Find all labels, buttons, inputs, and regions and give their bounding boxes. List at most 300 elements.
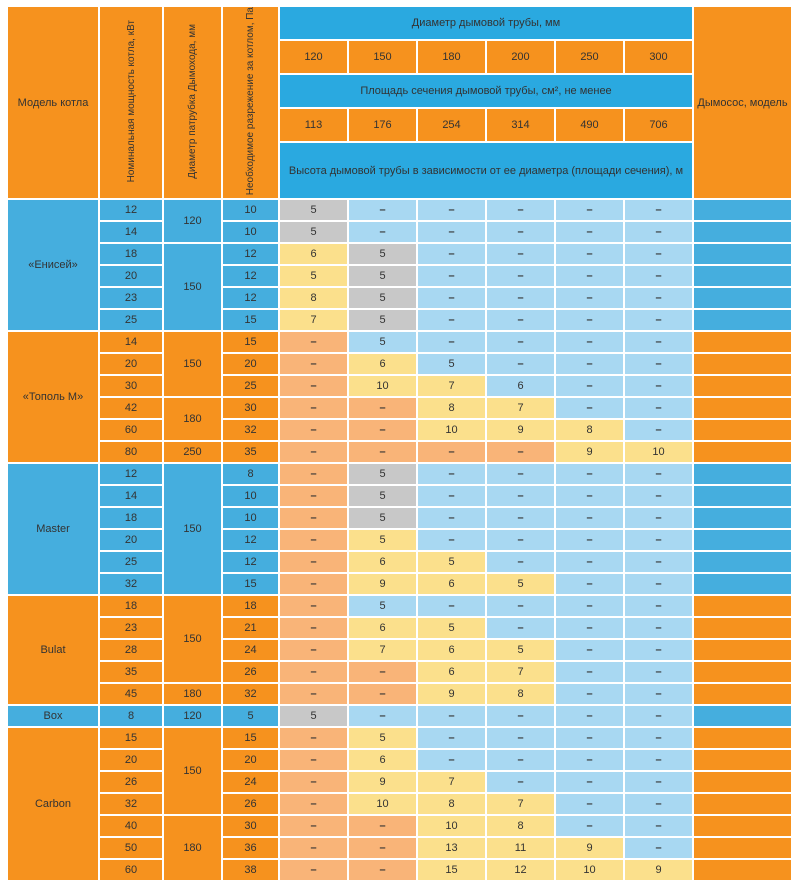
height-cell: 7: [418, 772, 485, 792]
height-cell: –: [625, 266, 692, 286]
draft-cell: 36: [223, 838, 278, 858]
power-cell: 30: [100, 376, 162, 396]
diameter-value: 150: [349, 41, 416, 73]
height-cell: –: [556, 288, 623, 308]
height-cell: 6: [280, 244, 347, 264]
fan-cell: [694, 376, 791, 396]
height-cell: 6: [349, 354, 416, 374]
power-cell: 25: [100, 552, 162, 572]
branch-diameter-cell: 150: [164, 596, 221, 682]
table-row: [8, 508, 791, 528]
table-row: [8, 354, 791, 374]
draft-cell: 32: [223, 420, 278, 440]
height-cell: 5: [349, 288, 416, 308]
height-cell: 8: [487, 816, 554, 836]
area-value: 176: [349, 109, 416, 141]
height-cell: –: [280, 420, 347, 440]
band-section-area: Площадь сечения дымовой трубы, см², не менее: [280, 75, 692, 107]
table-row: [8, 552, 791, 572]
draft-cell: 18: [223, 596, 278, 616]
area-value: 490: [556, 109, 623, 141]
height-cell: –: [625, 552, 692, 572]
table-row: [8, 794, 791, 814]
model-cell: Box: [8, 706, 98, 726]
height-cell: 5: [349, 596, 416, 616]
table-row: [8, 772, 791, 792]
height-cell: –: [280, 552, 347, 572]
height-cell: –: [418, 222, 485, 242]
height-cell: –: [625, 706, 692, 726]
height-cell: –: [556, 354, 623, 374]
power-cell: 12: [100, 200, 162, 220]
table-row: [8, 596, 791, 616]
height-cell: 5: [349, 486, 416, 506]
height-cell: –: [487, 332, 554, 352]
table-row: [8, 486, 791, 506]
power-cell: 40: [100, 816, 162, 836]
height-cell: –: [625, 794, 692, 814]
height-cell: –: [487, 530, 554, 550]
power-cell: 14: [100, 486, 162, 506]
height-cell: –: [280, 728, 347, 748]
draft-cell: 35: [223, 442, 278, 462]
height-cell: –: [556, 662, 623, 682]
height-cell: –: [418, 442, 485, 462]
height-cell: 9: [556, 838, 623, 858]
height-cell: 5: [418, 354, 485, 374]
height-cell: 9: [487, 420, 554, 440]
model-cell: «Енисей»: [8, 200, 98, 330]
height-cell: –: [487, 442, 554, 462]
fan-cell: [694, 838, 791, 858]
fan-cell: [694, 310, 791, 330]
table-row: [8, 640, 791, 660]
height-cell: 9: [418, 684, 485, 704]
diameter-value: 250: [556, 41, 623, 73]
branch-diameter-cell: 150: [164, 244, 221, 330]
fan-cell: [694, 640, 791, 660]
height-cell: 7: [280, 310, 347, 330]
fan-cell: [694, 596, 791, 616]
table-row: [8, 860, 791, 880]
table-row: [8, 222, 791, 242]
height-cell: –: [625, 200, 692, 220]
height-cell: 7: [487, 794, 554, 814]
height-cell: 6: [418, 640, 485, 660]
header-draft: [223, 7, 278, 198]
branch-diameter-cell: 180: [164, 398, 221, 440]
height-cell: –: [487, 222, 554, 242]
height-cell: 15: [418, 860, 485, 880]
fan-cell: [694, 662, 791, 682]
fan-cell: [694, 508, 791, 528]
model-cell: Carbon: [8, 728, 98, 880]
area-value: 113: [280, 109, 347, 141]
height-cell: –: [418, 332, 485, 352]
draft-cell: 24: [223, 640, 278, 660]
power-cell: 8: [100, 706, 162, 726]
height-cell: –: [625, 618, 692, 638]
height-cell: –: [625, 464, 692, 484]
fan-cell: [694, 244, 791, 264]
height-cell: –: [625, 310, 692, 330]
power-cell: 14: [100, 332, 162, 352]
fan-cell: [694, 420, 791, 440]
height-cell: –: [280, 860, 347, 880]
table-row: [8, 662, 791, 682]
area-value: 706: [625, 109, 692, 141]
draft-cell: 20: [223, 354, 278, 374]
draft-cell: 12: [223, 530, 278, 550]
height-cell: 5: [418, 618, 485, 638]
height-cell: –: [280, 530, 347, 550]
height-cell: –: [625, 684, 692, 704]
height-cell: 11: [487, 838, 554, 858]
power-cell: 20: [100, 530, 162, 550]
height-cell: –: [487, 464, 554, 484]
height-cell: –: [349, 398, 416, 418]
height-cell: –: [625, 816, 692, 836]
power-cell: 50: [100, 838, 162, 858]
height-cell: –: [280, 442, 347, 462]
height-cell: –: [487, 728, 554, 748]
height-cell: –: [556, 464, 623, 484]
height-cell: –: [280, 354, 347, 374]
header-draft-label: Необходимое разрежение за котлом, Па: [245, 7, 256, 196]
height-cell: 5: [487, 574, 554, 594]
height-cell: –: [556, 574, 623, 594]
fan-cell: [694, 728, 791, 748]
fan-cell: [694, 574, 791, 594]
fan-cell: [694, 464, 791, 484]
table-row: [8, 706, 791, 726]
table-row: [8, 398, 791, 418]
height-cell: –: [349, 222, 416, 242]
draft-cell: 8: [223, 464, 278, 484]
height-cell: –: [487, 750, 554, 770]
height-cell: 7: [418, 376, 485, 396]
height-cell: –: [625, 772, 692, 792]
draft-cell: 10: [223, 222, 278, 242]
height-cell: –: [280, 618, 347, 638]
draft-cell: 15: [223, 332, 278, 352]
height-cell: –: [418, 464, 485, 484]
draft-cell: 10: [223, 508, 278, 528]
height-cell: –: [625, 332, 692, 352]
height-cell: –: [556, 398, 623, 418]
power-cell: 32: [100, 794, 162, 814]
height-cell: –: [625, 508, 692, 528]
table-row: [8, 728, 791, 748]
table-row: [8, 838, 791, 858]
height-cell: 7: [487, 398, 554, 418]
table-row: [8, 376, 791, 396]
height-cell: –: [280, 398, 347, 418]
fan-cell: [694, 706, 791, 726]
height-cell: –: [625, 662, 692, 682]
height-cell: 5: [280, 200, 347, 220]
height-cell: –: [625, 354, 692, 374]
height-cell: 5: [418, 552, 485, 572]
height-cell: 5: [487, 640, 554, 660]
power-cell: 28: [100, 640, 162, 660]
table-row: [8, 310, 791, 330]
height-cell: –: [487, 354, 554, 374]
power-cell: 45: [100, 684, 162, 704]
height-cell: –: [625, 728, 692, 748]
height-cell: –: [556, 508, 623, 528]
draft-cell: 24: [223, 772, 278, 792]
area-value: 314: [487, 109, 554, 141]
height-cell: –: [418, 266, 485, 286]
draft-cell: 20: [223, 750, 278, 770]
table-row: [8, 266, 791, 286]
height-cell: 5: [349, 310, 416, 330]
height-cell: –: [418, 288, 485, 308]
height-cell: –: [487, 486, 554, 506]
height-cell: 8: [280, 288, 347, 308]
draft-cell: 5: [223, 706, 278, 726]
height-cell: –: [280, 464, 347, 484]
table-row: [8, 244, 791, 264]
height-cell: –: [556, 376, 623, 396]
band-pipe-diameter: Диаметр дымовой трубы, мм: [280, 7, 692, 39]
draft-cell: 15: [223, 310, 278, 330]
height-cell: –: [418, 200, 485, 220]
fan-cell: [694, 552, 791, 572]
height-cell: 6: [349, 750, 416, 770]
height-cell: 8: [418, 794, 485, 814]
height-cell: –: [418, 596, 485, 616]
height-cell: –: [487, 508, 554, 528]
fan-cell: [694, 772, 791, 792]
height-cell: 10: [556, 860, 623, 880]
height-cell: 6: [487, 376, 554, 396]
fan-cell: [694, 288, 791, 308]
height-cell: –: [556, 618, 623, 638]
height-cell: –: [349, 442, 416, 462]
height-cell: 10: [418, 816, 485, 836]
fan-cell: [694, 332, 791, 352]
height-cell: –: [280, 376, 347, 396]
height-cell: –: [280, 486, 347, 506]
height-cell: 7: [487, 662, 554, 682]
header-fan: Дымосос, модель: [694, 7, 791, 198]
diameter-value: 120: [280, 41, 347, 73]
height-cell: –: [556, 244, 623, 264]
draft-cell: 26: [223, 794, 278, 814]
height-cell: 5: [349, 332, 416, 352]
fan-cell: [694, 618, 791, 638]
height-cell: 5: [349, 728, 416, 748]
draft-cell: 12: [223, 552, 278, 572]
power-cell: 23: [100, 618, 162, 638]
height-cell: –: [625, 838, 692, 858]
height-cell: –: [487, 310, 554, 330]
power-cell: 60: [100, 420, 162, 440]
height-cell: –: [280, 772, 347, 792]
fan-cell: [694, 816, 791, 836]
branch-diameter-cell: 180: [164, 816, 221, 880]
height-cell: 9: [625, 860, 692, 880]
height-cell: –: [280, 596, 347, 616]
table-row: [8, 200, 791, 220]
height-cell: –: [487, 596, 554, 616]
table-row: [8, 816, 791, 836]
height-cell: –: [418, 508, 485, 528]
power-cell: 35: [100, 662, 162, 682]
height-cell: –: [556, 200, 623, 220]
draft-cell: 25: [223, 376, 278, 396]
header-power-label: Номинальная мощность котла, кВт: [125, 19, 137, 183]
height-cell: –: [556, 310, 623, 330]
height-cell: –: [349, 662, 416, 682]
height-cell: –: [487, 706, 554, 726]
table-body: [8, 200, 791, 880]
power-cell: 20: [100, 354, 162, 374]
height-cell: 6: [418, 574, 485, 594]
table-row: [8, 574, 791, 594]
height-cell: 7: [349, 640, 416, 660]
area-value: 254: [418, 109, 485, 141]
fan-cell: [694, 794, 791, 814]
diameter-value: 180: [418, 41, 485, 73]
height-cell: –: [280, 640, 347, 660]
table-row: [8, 332, 791, 352]
power-cell: 80: [100, 442, 162, 462]
height-cell: –: [625, 420, 692, 440]
branch-diameter-cell: 120: [164, 706, 221, 726]
height-cell: –: [556, 728, 623, 748]
diameter-value: 300: [625, 41, 692, 73]
diameter-value: 200: [487, 41, 554, 73]
table-row: [8, 618, 791, 638]
height-cell: –: [418, 530, 485, 550]
table-row: [8, 530, 791, 550]
height-cell: 10: [625, 442, 692, 462]
height-cell: 13: [418, 838, 485, 858]
fan-cell: [694, 442, 791, 462]
power-cell: 18: [100, 596, 162, 616]
power-cell: 18: [100, 508, 162, 528]
header-branch-label: Диаметр патрубка Дымохода, мм: [187, 23, 198, 179]
height-cell: –: [625, 244, 692, 264]
height-cell: –: [487, 266, 554, 286]
header-branch-diameter: [164, 7, 221, 198]
branch-diameter-cell: 150: [164, 464, 221, 594]
height-cell: 9: [556, 442, 623, 462]
height-cell: 5: [349, 266, 416, 286]
height-cell: –: [280, 816, 347, 836]
height-cell: –: [556, 486, 623, 506]
power-cell: 20: [100, 266, 162, 286]
branch-diameter-cell: 250: [164, 442, 221, 462]
branch-diameter-cell: 150: [164, 728, 221, 814]
fan-cell: [694, 684, 791, 704]
height-cell: 10: [349, 376, 416, 396]
height-cell: –: [418, 706, 485, 726]
header-row-diameter-band: [8, 7, 791, 39]
height-cell: –: [556, 640, 623, 660]
power-cell: 25: [100, 310, 162, 330]
height-cell: –: [280, 662, 347, 682]
height-cell: 10: [418, 420, 485, 440]
height-cell: 5: [349, 244, 416, 264]
height-cell: –: [418, 244, 485, 264]
height-cell: 5: [349, 464, 416, 484]
height-cell: –: [556, 750, 623, 770]
power-cell: 60: [100, 860, 162, 880]
fan-cell: [694, 530, 791, 550]
height-cell: –: [625, 288, 692, 308]
power-cell: 14: [100, 222, 162, 242]
draft-cell: 10: [223, 200, 278, 220]
draft-cell: 30: [223, 816, 278, 836]
height-cell: –: [556, 684, 623, 704]
fan-cell: [694, 750, 791, 770]
height-cell: 9: [349, 574, 416, 594]
height-cell: –: [280, 508, 347, 528]
header-model: Модель котла: [8, 7, 98, 198]
height-cell: –: [418, 486, 485, 506]
height-cell: –: [487, 772, 554, 792]
height-cell: –: [556, 816, 623, 836]
height-cell: 6: [349, 552, 416, 572]
height-cell: –: [625, 398, 692, 418]
branch-diameter-cell: 180: [164, 684, 221, 704]
chimney-spec-table: [6, 5, 793, 882]
height-cell: –: [349, 838, 416, 858]
height-cell: –: [556, 222, 623, 242]
height-cell: –: [280, 684, 347, 704]
height-cell: –: [625, 596, 692, 616]
draft-cell: 15: [223, 574, 278, 594]
height-cell: –: [418, 310, 485, 330]
height-cell: 5: [349, 508, 416, 528]
height-cell: 5: [349, 530, 416, 550]
height-cell: –: [625, 750, 692, 770]
height-cell: 6: [418, 662, 485, 682]
height-cell: –: [280, 794, 347, 814]
height-cell: –: [487, 200, 554, 220]
height-cell: –: [556, 266, 623, 286]
height-cell: 5: [280, 706, 347, 726]
draft-cell: 30: [223, 398, 278, 418]
draft-cell: 32: [223, 684, 278, 704]
draft-cell: 10: [223, 486, 278, 506]
draft-cell: 38: [223, 860, 278, 880]
height-cell: –: [625, 376, 692, 396]
height-cell: –: [487, 244, 554, 264]
power-cell: 18: [100, 244, 162, 264]
height-cell: –: [418, 750, 485, 770]
height-cell: 5: [280, 222, 347, 242]
height-cell: –: [625, 640, 692, 660]
model-cell: Master: [8, 464, 98, 594]
model-cell: «Тополь М»: [8, 332, 98, 462]
height-cell: –: [280, 838, 347, 858]
fan-cell: [694, 354, 791, 374]
height-cell: –: [556, 596, 623, 616]
height-cell: –: [556, 530, 623, 550]
height-cell: –: [556, 706, 623, 726]
power-cell: 20: [100, 750, 162, 770]
height-cell: –: [556, 794, 623, 814]
draft-cell: 26: [223, 662, 278, 682]
height-cell: –: [349, 860, 416, 880]
fan-cell: [694, 860, 791, 880]
header-power: [100, 7, 162, 198]
